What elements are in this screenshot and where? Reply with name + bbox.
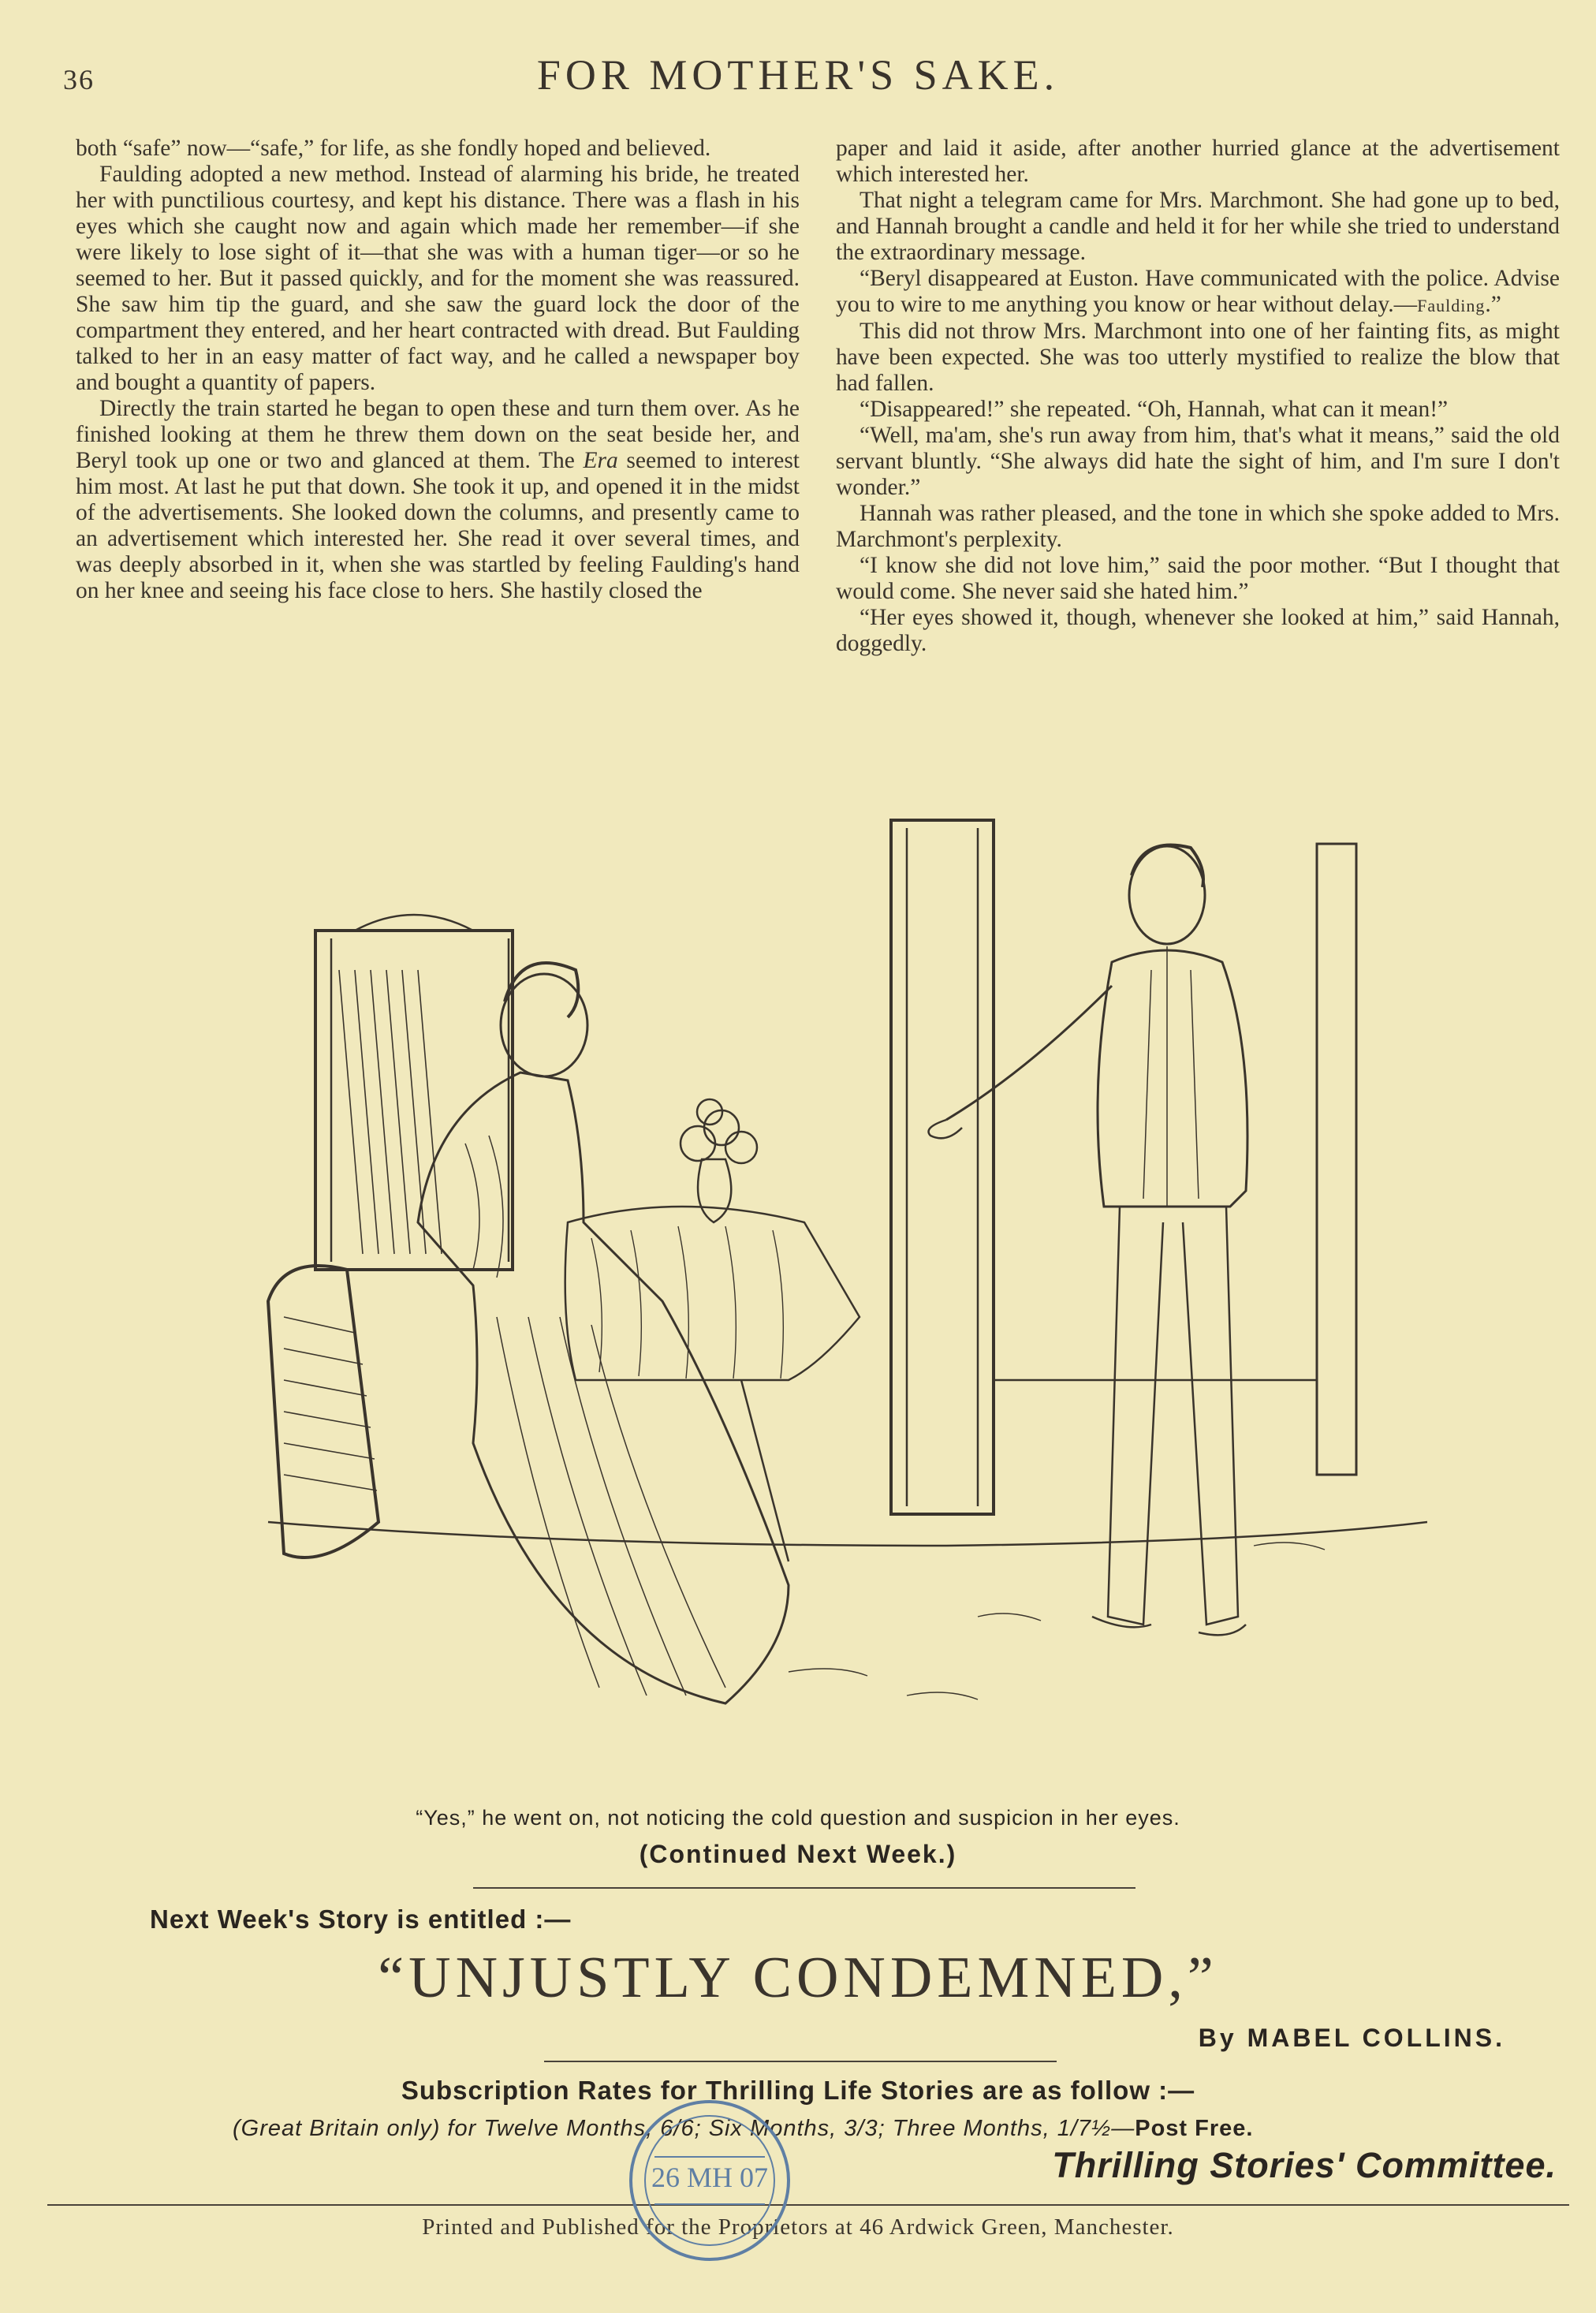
- rates-text: (Great Britain only) for Twelve Months, 6/6; Six Months, 3/3; Three Months, 1/7½—: [233, 2116, 1135, 2141]
- paragraph: Faulding adopted a new method. Instead of alarming his bride, he treated her with punctilious courtesy, and kept his distance. There was a flash in his eyes which she caught now and again which made her remember—if she were likely to lose sight of it—that she was with a human tiger—or so he seemed to her. But it passed quickly, and for the moment she was reassured. She saw him tip the guard, and she saw the guard lock the door of the compartment they entered, and her heart contracted with dread. But Faulding talked to her in an easy matter of fact way, and he called a newspaper boy and bought a quantity of papers.: [76, 162, 800, 395]
- newspaper-title: Era: [583, 448, 618, 473]
- paragraph: That night a telegram came for Mrs. Marchmont. She had gone up to bed, and Hannah brought a candle and held it for her while she tried to understand the extraordinary message.: [836, 188, 1560, 265]
- paragraph: Hannah was rather pleased, and the tone in which she spoke added to Mrs. Marchmont's perplexity.: [836, 501, 1560, 552]
- committee-signature: Thrilling Stories' Committee.: [1052, 2145, 1557, 2185]
- paragraph-text: seemed to interest him most. At last he put that down. She took it up, and opened it in the midst of the advertisements. She looked down the columns, and presently came to an advertisement which interested her. She read it over several times, and was deeply absorbed in it, when she was startled by feeling Faulding's hand on her knee and seeing his face close to hers. She hastily closed the: [76, 448, 800, 603]
- paragraph: “I know she did not love him,” said the poor mother. “But I thought that would come. She never said she hated him.”: [836, 553, 1560, 604]
- divider: [544, 2061, 1057, 2062]
- post-free-label: Post Free.: [1135, 2116, 1254, 2141]
- paragraph: This did not throw Mrs. Marchmont into one of her fainting fits, as might have been expected. She was too utterly mystified to realize the blow that had fallen.: [836, 319, 1560, 396]
- page-number: 36: [63, 64, 95, 95]
- subscription-heading: Subscription Rates for Thrilling Life Stories are as follow :—: [401, 2076, 1195, 2105]
- paragraph-text: “Beryl disappeared at Euston. Have communicated with the police. Advise you to wire to me anything you know or hear without delay.—: [836, 266, 1560, 317]
- telegram-signature: Faulding: [1417, 296, 1486, 315]
- footer-rule: [47, 2204, 1569, 2206]
- next-story-title: “UNJUSTLY CONDEMNED,”: [378, 1946, 1218, 2010]
- paragraph: paper and laid it aside, after another hurried glance at the advertisement which interested her.: [836, 136, 1560, 187]
- stamp-date: 26 MH 07: [651, 2162, 768, 2193]
- imprint-line: Printed and Published for the Proprietors at 46 Ardwick Green, Manchester.: [422, 2214, 1174, 2240]
- paragraph: “Well, ma'am, she's run away from him, that's what it means,” said the old servant bluntly. “She always did hate the sight of him, and I'm sure I don't wonder.”: [836, 423, 1560, 500]
- right-text-column: [836, 136, 1560, 657]
- divider: [473, 1887, 1135, 1889]
- illustration-caption: “Yes,” he went on, not noticing the cold question and suspicion in her eyes.: [416, 1806, 1180, 1830]
- paragraph: both “safe” now—“safe,” for life, as she fondly hoped and believed.: [76, 136, 711, 161]
- running-title: FOR MOTHER'S SAKE.: [536, 51, 1060, 99]
- next-week-label: Next Week's Story is entitled :—: [150, 1904, 572, 1934]
- continued-notice: (Continued Next Week.): [639, 1840, 957, 1868]
- paragraph-text: .”: [1485, 292, 1501, 317]
- story-illustration: [237, 812, 1427, 1763]
- left-text-column: [76, 136, 800, 604]
- paragraph-text: Directly the train started he began to open these and turn them over. As he finished looking at them he threw them down on the seat beside her, and Beryl took up one or two and glanced at them. The: [76, 396, 800, 473]
- telegram-paragraph: [836, 266, 1560, 319]
- next-story-author: By MABEL COLLINS.: [1198, 2024, 1505, 2052]
- paragraph: “Disappeared!” she repeated. “Oh, Hannah, what can it mean!”: [860, 397, 1449, 422]
- paragraph: “Her eyes showed it, though, whenever she looked at him,” said Hannah, doggedly.: [836, 605, 1560, 656]
- paragraph: [76, 396, 800, 604]
